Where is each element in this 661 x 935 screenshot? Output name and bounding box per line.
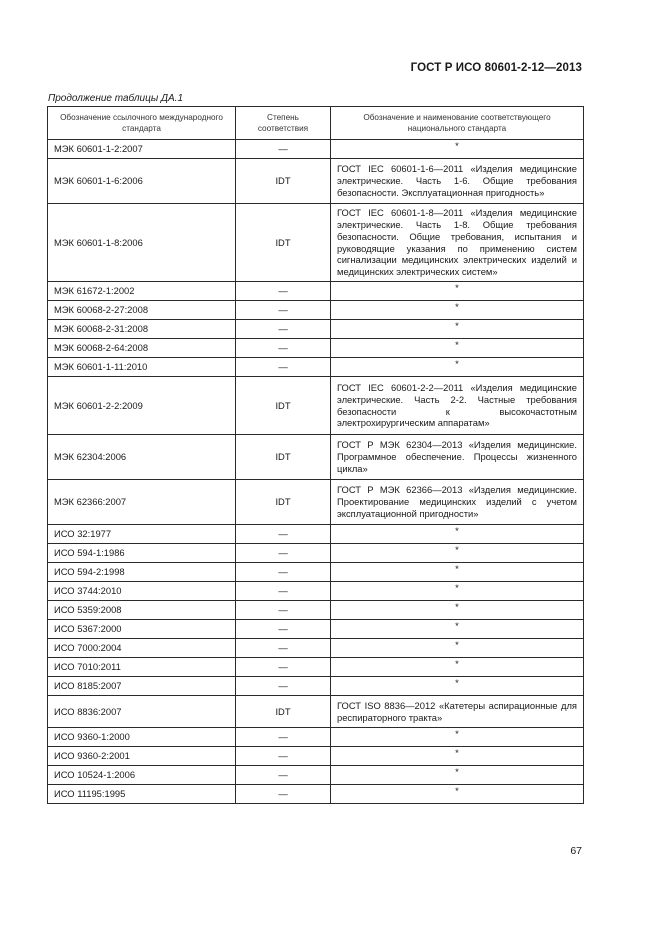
standard-cell: ИСО 5359:2008: [48, 601, 236, 620]
national-standard-cell: ГОСТ IEC 60601-1-6—2011 «Изделия медицинские электрические. Часть 1-6. Общие требования безопасности. Эксплуатационная пригодность»: [331, 159, 584, 204]
standard-cell: ИСО 32:1977: [48, 525, 236, 544]
table-caption: Продолжение таблицы ДА.1: [48, 93, 184, 104]
standard-cell: МЭК 60068-2-27:2008: [48, 301, 236, 320]
degree-cell: IDT: [236, 435, 331, 480]
degree-cell: IDT: [236, 696, 331, 728]
standard-cell: ИСО 9360-1:2000: [48, 728, 236, 747]
degree-cell: —: [236, 582, 331, 601]
national-standard-cell: *: [331, 639, 584, 658]
standard-cell: ИСО 3744:2010: [48, 582, 236, 601]
degree-cell: IDT: [236, 377, 331, 435]
degree-cell: —: [236, 785, 331, 804]
national-standard-cell: *: [331, 601, 584, 620]
national-standard-cell: *: [331, 358, 584, 377]
standard-cell: МЭК 60068-2-31:2008: [48, 320, 236, 339]
degree-cell: —: [236, 766, 331, 785]
table-row: [48, 435, 584, 480]
table-row: [48, 525, 584, 544]
table-row: [48, 282, 584, 301]
national-standard-cell: ГОСТ Р МЭК 62366—2013 «Изделия медицинские. Проектирование медицинских изделий с учетом эксплуатационной пригодности»: [331, 480, 584, 525]
standard-cell: ИСО 7010:2011: [48, 658, 236, 677]
standard-cell: ИСО 9360-2:2001: [48, 747, 236, 766]
standard-cell: МЭК 62366:2007: [48, 480, 236, 525]
page-number: 67: [570, 845, 582, 857]
degree-cell: —: [236, 658, 331, 677]
standard-cell: ИСО 10524-1:2006: [48, 766, 236, 785]
degree-cell: —: [236, 320, 331, 339]
national-standard-cell: *: [331, 140, 584, 159]
standard-cell: ИСО 594-1:1986: [48, 544, 236, 563]
degree-cell: IDT: [236, 480, 331, 525]
national-standard-cell: *: [331, 525, 584, 544]
table-row: [48, 563, 584, 582]
national-standard-cell: *: [331, 563, 584, 582]
degree-cell: —: [236, 301, 331, 320]
standard-cell: МЭК 60601-1-2:2007: [48, 140, 236, 159]
standard-cell: МЭК 61672-1:2002: [48, 282, 236, 301]
national-standard-cell: ГОСТ ISO 8836—2012 «Катетеры аспирационные для респираторного тракта»: [331, 696, 584, 728]
table-row: [48, 480, 584, 525]
national-standard-cell: *: [331, 766, 584, 785]
standard-cell: МЭК 60068-2-64:2008: [48, 339, 236, 358]
standard-cell: МЭК 60601-1-8:2006: [48, 204, 236, 282]
degree-cell: —: [236, 544, 331, 563]
standard-cell: МЭК 60601-1-6:2006: [48, 159, 236, 204]
standard-cell: ИСО 7000:2004: [48, 639, 236, 658]
degree-cell: —: [236, 677, 331, 696]
standard-cell: ИСО 8836:2007: [48, 696, 236, 728]
table-row: [48, 601, 584, 620]
standard-cell: ИСО 5367:2000: [48, 620, 236, 639]
national-standard-cell: *: [331, 620, 584, 639]
column-header-national: Обозначение и наименование соответствующего национального стандарта: [331, 107, 584, 140]
table-row: [48, 339, 584, 358]
column-header-standard: Обозначение ссылочного международного стандарта: [48, 107, 236, 140]
national-standard-cell: *: [331, 339, 584, 358]
degree-cell: —: [236, 282, 331, 301]
degree-cell: —: [236, 747, 331, 766]
national-standard-cell: *: [331, 582, 584, 601]
national-standard-cell: *: [331, 544, 584, 563]
degree-cell: IDT: [236, 159, 331, 204]
standard-cell: МЭК 60601-1-11:2010: [48, 358, 236, 377]
table-row: [48, 582, 584, 601]
table-row: [48, 377, 584, 435]
national-standard-cell: ГОСТ Р МЭК 62304—2013 «Изделия медицинские. Программное обеспечение. Процессы жизненного цикла»: [331, 435, 584, 480]
standards-table: [47, 106, 584, 804]
national-standard-cell: ГОСТ IEC 60601-2-2—2011 «Изделия медицинские электрические. Часть 2-2. Частные требования безопасности к высокочастотным электрохирургическим аппаратам»: [331, 377, 584, 435]
table-row: [48, 728, 584, 747]
national-standard-cell: *: [331, 728, 584, 747]
standard-cell: ИСО 594-2:1998: [48, 563, 236, 582]
national-standard-cell: ГОСТ IEC 60601-1-8—2011 «Изделия медицинские электрические. Часть 1-8. Общие требования безопасности. Общие требования, испытания и руководящие указания по применению систем сигнализации медицинских электрических изделий и медицинских электрических систем»: [331, 204, 584, 282]
table-row: [48, 766, 584, 785]
degree-cell: —: [236, 728, 331, 747]
table-row: [48, 544, 584, 563]
table-row: [48, 620, 584, 639]
degree-cell: —: [236, 358, 331, 377]
standard-cell: МЭК 62304:2006: [48, 435, 236, 480]
table-row: [48, 747, 584, 766]
table-row: [48, 204, 584, 282]
table-row: [48, 658, 584, 677]
table-row: [48, 320, 584, 339]
column-header-degree: Степень соответствия: [236, 107, 331, 140]
standard-cell: ИСО 11195:1995: [48, 785, 236, 804]
national-standard-cell: *: [331, 658, 584, 677]
national-standard-cell: *: [331, 747, 584, 766]
table-row: [48, 301, 584, 320]
degree-cell: —: [236, 140, 331, 159]
national-standard-cell: *: [331, 282, 584, 301]
table-row: [48, 159, 584, 204]
table-row: [48, 785, 584, 804]
degree-cell: —: [236, 601, 331, 620]
standard-cell: МЭК 60601-2-2:2009: [48, 377, 236, 435]
standard-cell: ИСО 8185:2007: [48, 677, 236, 696]
table-row: [48, 140, 584, 159]
degree-cell: —: [236, 563, 331, 582]
document-header: ГОСТ Р ИСО 80601-2-12—2013: [410, 62, 582, 74]
degree-cell: IDT: [236, 204, 331, 282]
national-standard-cell: *: [331, 785, 584, 804]
table-row: [48, 696, 584, 728]
degree-cell: —: [236, 620, 331, 639]
table-row: [48, 677, 584, 696]
degree-cell: —: [236, 639, 331, 658]
table-header-row: [48, 107, 584, 140]
national-standard-cell: *: [331, 320, 584, 339]
national-standard-cell: *: [331, 677, 584, 696]
national-standard-cell: *: [331, 301, 584, 320]
degree-cell: —: [236, 525, 331, 544]
table-row: [48, 639, 584, 658]
degree-cell: —: [236, 339, 331, 358]
table-row: [48, 358, 584, 377]
